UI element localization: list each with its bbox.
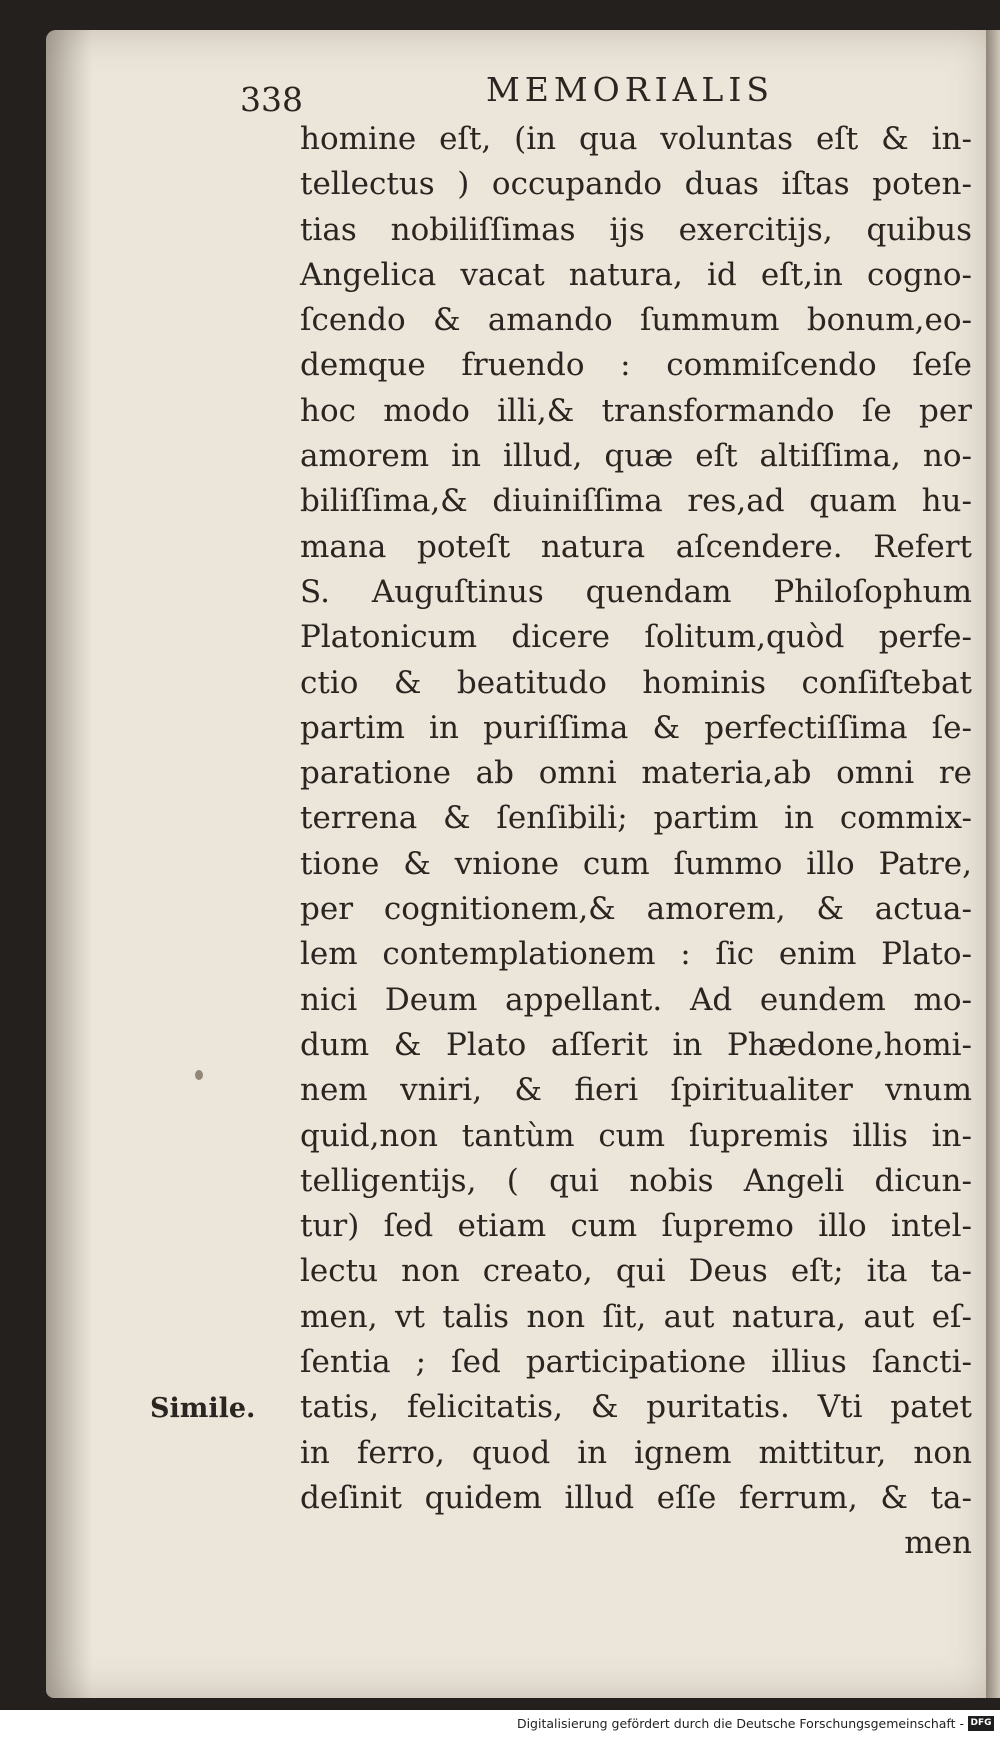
text-line: quid,non tantùm cum ſupremis illis in- xyxy=(300,1117,972,1154)
body-text xyxy=(300,117,972,1567)
text-line: tias nobiliſſimas ijs exercitijs, quibus xyxy=(300,211,972,248)
page-gutter-shadow xyxy=(46,30,92,1698)
text-line: nem vniri, & fieri ſpiritualiter vnum xyxy=(300,1072,972,1109)
text-line: ſentia ; ſed participatione illius ſancti- xyxy=(300,1344,972,1381)
dfg-logo-icon: DFG xyxy=(968,1716,994,1731)
text-line: mana poteſt natura aſcendere. Refert xyxy=(300,528,972,565)
marginal-note: Simile. xyxy=(150,1393,256,1424)
text-line: dum & Plato aſſerit in Phædone,homi- xyxy=(300,1026,972,1063)
text-line: tatis, felicitatis, & puritatis. Vti patet xyxy=(300,1389,972,1426)
text-line: ctio & beatitudo hominis conſiſtebat xyxy=(300,664,972,701)
text-line: homine eſt, (in qua voluntas eſt & in- xyxy=(300,121,972,157)
text-line: in ferro, quod in ignem mittitur, non xyxy=(300,1434,972,1471)
text-line: demque fruendo : commiſcendo ſeſe xyxy=(300,347,972,384)
text-line: partim in puriſſima & perfectiſſima ſe- xyxy=(300,709,972,746)
text-line: biliſſima,& diuiniſſima res,ad quam hu- xyxy=(300,483,972,520)
text-line: deſinit quidem illud eſſe ferrum, & ta- xyxy=(300,1479,972,1516)
text-line: tione & vnione cum ſummo illo Patre, xyxy=(300,845,972,882)
text-line: nici Deum appellant. Ad eundem mo- xyxy=(300,981,972,1018)
text-line: Platonicum dicere ſolitum,quòd perfe- xyxy=(300,619,972,656)
text-line: lectu non creato, qui Deus eſt; ita ta- xyxy=(300,1253,972,1290)
footer-attribution: Digitalisierung gefördert durch die Deutsche Forschungsgemeinschaft - xyxy=(516,1716,964,1731)
text-line: ſcendo & amando ſummum bonum,eo- xyxy=(300,302,972,339)
running-head: MEMORIALIS xyxy=(486,70,774,109)
text-line: men, vt talis non ſit, aut natura, aut eſ- xyxy=(300,1298,972,1335)
page-number: 338 xyxy=(240,80,303,119)
paper-speck xyxy=(195,1070,203,1080)
text-line: S. Auguſtinus quendam Philoſophum xyxy=(300,573,972,610)
text-line: paratione ab omni materia,ab omni re xyxy=(300,755,972,792)
text-line: amorem in illud, quæ eſt altiſſima, no- xyxy=(300,438,972,475)
text-line: Angelica vacat natura, id eſt,in cogno- xyxy=(300,256,972,293)
text-line: tur) ſed etiam cum ſupremo illo intel- xyxy=(300,1208,972,1245)
text-line: men xyxy=(904,1525,972,1562)
text-line: tellectus ) occupando duas iſtas poten- xyxy=(300,166,972,203)
text-line: hoc modo illi,& transformando ſe per xyxy=(300,392,972,429)
text-line: telligentijs, ( qui nobis Angeli dicun- xyxy=(300,1162,972,1199)
page-fore-edge xyxy=(986,30,1000,1698)
text-line: lem contemplationem : ſic enim Plato- xyxy=(300,936,972,973)
text-line: per cognitionem,& amorem, & actua- xyxy=(300,891,972,928)
text-line: terrena & ſenſibili; partim in commix- xyxy=(300,800,972,837)
